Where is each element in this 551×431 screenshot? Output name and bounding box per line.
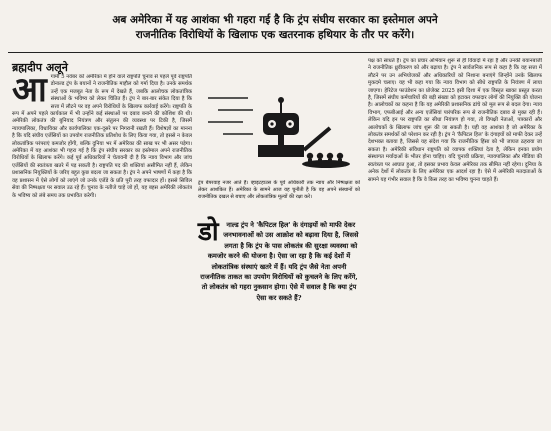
top-rule xyxy=(8,52,543,53)
subheadline-line-1: अब अमेरिका में यह आशंका भी गहरा गई है कि ट्रंप संघीय सरकार का इस्तेमाल अपने xyxy=(112,14,438,26)
article-column-1 xyxy=(12,74,192,426)
headline-strip xyxy=(0,0,551,8)
column-3-text: पक्ष को साधते हैं। ट्रंप का प्रचार अभियान शुरू से ही विवादों में रहा है और उनकी बयानबाजी ने राजनीतिक ध्रुवीकरण को और बढ़ाया है। ट्रंप ने सार्वजनिक रूप से कहा है कि वह सत्ता में लौटने पर उन अभियोजकों और अधिकारियों को निशाना बनाएंगे जिन्होंने उनके खिलाफ मुकदमे चलाए। यह भी कहा गया कि न्याय विभाग को सीधे राष्ट्रपति के नियंत्रण में लाया जाएगा। हेरिटेज फाउंडेशन का प्रोजेक्ट 2025 इसी दिशा में एक विस्तृत खाका प्रस्तुत करता है, जिसमें संघीय कर्मचारियों की बड़ी संख्या को हटाकर वफादार लोगों की नियुक्ति की योजना है। आलोचकों का कहना है कि यह अमेरिकी प्रशासनिक ढांचे को मूल रूप से बदल देगा। न्याय विभाग, एफबीआई और अन्य एजेंसियां पारंपरिक रूप से राजनीतिक दबाव से मुक्त रही हैं। लेकिन यदि इन पर राष्ट्रपति का सीधा नियंत्रण हो गया, तो विपक्षी नेताओं, पत्रकारों और आलोचकों के खिलाफ जांच शुरू की जा सकती है। यही वह आशंका है जो अमेरिका के लोकतंत्र समर्थकों को परेशान कर रही है। ट्रंप ने 'कैपिटल हिल' के दंगाइयों को माफी देकर उन्हें देशभक्त बताया है, जिससे यह संदेश गया कि राजनीतिक हिंसा को भी जायज ठहराया जा सकता है। अमेरिकी संविधान राष्ट्रपति को व्यापक शक्तियां देता है, लेकिन इनका प्रयोग संस्थागत मर्यादाओं के भीतर होना चाहिए। यदि चुनावी प्रक्रिया, न्यायपालिका और मीडिया की स्वतंत्रता पर आघात हुआ, तो इसका प्रभाव केवल अमेरिका तक सीमित नहीं रहेगा। दुनिया के अनेक देशों में लोकतंत्र के लिए अमेरिका एक आदर्श रहा है। ऐसे में अमेरिकी मतदाताओं के सामने यह गंभीर सवाल है कि वे किस तरह का भविष्य चुनना चाहते हैं। xyxy=(368,58,542,183)
pull-quote xyxy=(198,217,360,392)
article-column-3 xyxy=(368,58,542,426)
drop-cap: आ xyxy=(12,74,47,110)
quote-text: नाल्ड ट्रंप ने 'कैपिटल हिल' के दंगाइयों को माफी देकर जनभावनाओं को उस आक्रोश को बढ़ावा दिया है, जिससे लगता है कि ट्रंप के पास लोकतंत्र की सुरक्षा व्यवस्था को कमजोर करने की योजना है। ऐसा जा रहा है कि कई देशों में लोकतांत्रिक संस्थाएं खतरे में हैं। यदि ट्रंप जैसे नेता अपनी राजनीतिक ताकत का उपयोग विरोधियों को कुचलने के लिए करेंगे, तो लोकतंत्र को गहरा नुकसान होगा। ऐसे में सवाल है कि क्या ट्रंप ऐसा कर सकते हैं? xyxy=(200,221,359,302)
subheadline xyxy=(80,13,470,43)
byline: ब्रह्मदीप अलूने xyxy=(12,61,68,74)
robot-illustration xyxy=(198,58,360,178)
subheadline-line-2: राजनीतिक विरोधियों के खिलाफ एक खतरनाक हथियार के तौर पर करेंगे। xyxy=(135,29,415,41)
column-1-text: गामी 5 नवंबर को अमेरिका में होने वाले राष्ट्रपति चुनाव से पहले पूर्व राष्ट्रपति डोनाल्ड ट्रंप के बयानों ने राजनीतिक माहौल को गर्मा दिया है। उनके समर्थक उन्हें एक मजबूत नेता के रूप में देखते हैं, जबकि आलोचक लोकतांत्रिक संस्थाओं के भविष्य को लेकर चिंतित हैं। ट्रंप ने बार-बार संकेत दिया है कि सत्ता में लौटने पर वह अपने विरोधियों के खिलाफ कार्रवाई करेंगे। राष्ट्रपति के रूप में अपने पहले कार्यकाल में भी उन्होंने कई संस्थाओं पर दबाव बनाने की कोशिश की थी। अमेरिकी लोकतंत्र की बुनियाद नियंत्रण और संतुलन की व्यवस्था पर टिकी है, जिसमें न्यायपालिका, विधायिका और कार्यपालिका एक-दूसरे पर निगरानी रखती हैं। विशेषज्ञों का मानना है कि यदि संघीय एजेंसियों का उपयोग राजनीतिक प्रतिशोध के लिए किया गया, तो इससे न केवल लोकतांत्रिक परंपराएं कमजोर होंगी, बल्कि दुनिया भर में अमेरिका की साख पर भी असर पड़ेगा। अमेरिका में यह आशंका भी गहरा गई है कि ट्रंप संघीय सरकार का इस्तेमाल अपने राजनीतिक विरोधियों के खिलाफ करेंगे। कई पूर्व अधिकारियों ने चेतावनी दी है कि न्याय विभाग और जांच एजेंसियों की स्वतंत्रता खतरे में पड़ सकती है। राष्ट्रपति पद की शक्तियां असीमित नहीं हैं, लेकिन प्रशासनिक नियुक्तियों के जरिए बहुत कुछ बदला जा सकता है। ट्रंप ने अपने भाषणों में कहा है कि वह प्रशासन में ऐसे लोगों को लाएंगे जो उनके एजेंडे के प्रति पूरी तरह वफादार हों। इससे सिविल सेवा की निष्पक्षता पर सवाल उठ रहे हैं। चुनाव के नतीजे चाहे जो हों, यह बहस अमेरिकी लोकतंत्र के भविष्य को लंबे समय तक प्रभावित करेगी। xyxy=(12,74,192,199)
illustration-caption: ट्रंप बेपरवाह नजर आते हैं। व्हाइटहाउस के पूर्व अधिकारी तक न्याय और निष्पक्षता को लेकर आशंकित हैं। अमेरिका के सामने आज यह चुनौती है कि वह अपने संस्थानों को राजनीतिक दखल से बचाए और लोकतांत्रिक मूल्यों की रक्षा करे। xyxy=(198,180,360,200)
quote-drop-cap: डो xyxy=(198,217,219,247)
